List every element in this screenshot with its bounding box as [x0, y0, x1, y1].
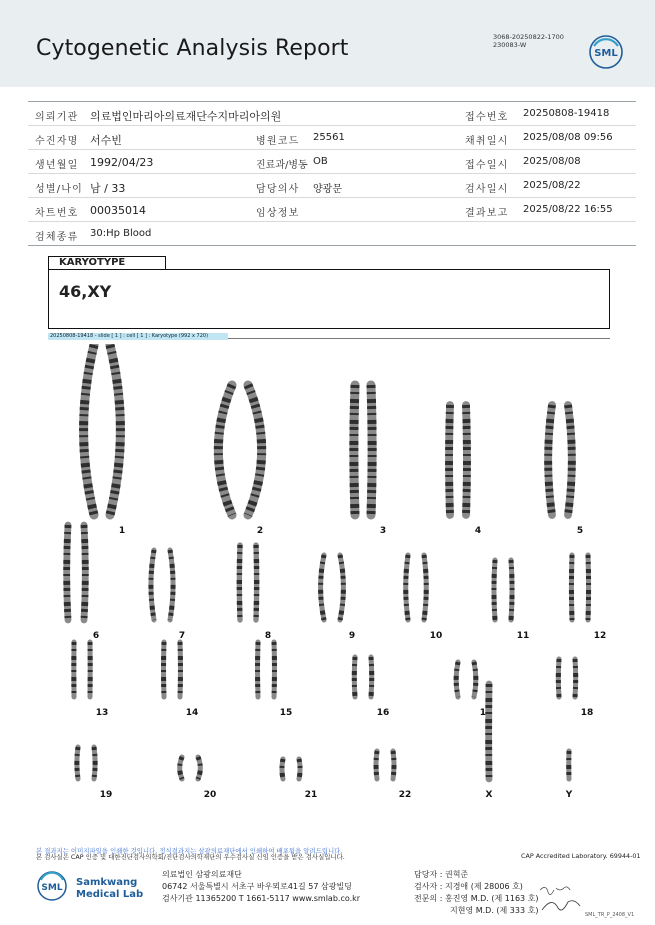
chromosome-pair-13	[74, 642, 90, 697]
sml-logo-icon	[588, 34, 624, 70]
chart-no-value: 00035014	[90, 204, 146, 217]
org-address: 06742 서울특별시 서초구 바우뫼로41길 57 삼광빌딩	[162, 882, 352, 891]
chromosome-pair-19	[77, 747, 95, 779]
sex-age-value: 남 / 33	[90, 182, 126, 195]
signature-icon	[536, 880, 586, 916]
patient-label: 수진자명	[35, 136, 79, 147]
chromosome-pair-4	[449, 405, 467, 515]
chromosome-pair-9	[321, 555, 344, 620]
info-row	[28, 126, 636, 150]
info-row	[28, 102, 636, 126]
collected-value: 2025/08/08 09:56	[523, 132, 613, 143]
chromosome	[340, 555, 343, 620]
samkwang-logo-icon	[36, 868, 166, 908]
chromosome-label-14: 14	[185, 708, 199, 718]
document-id	[493, 34, 564, 49]
samkwang-logo-line2: Medical Lab	[76, 889, 144, 900]
chromosome-label-15: 15	[279, 708, 293, 718]
karyotype-result: 46,XY	[59, 282, 112, 301]
chromosome-label-1: 1	[118, 526, 126, 536]
received-value: 2025/08/08	[523, 156, 581, 167]
chromosome-label-13: 13	[95, 708, 109, 718]
karyotype-result-box	[48, 269, 610, 329]
chromosome-label-21: 21	[304, 790, 318, 800]
chromosome-label-18: 18	[580, 708, 594, 718]
chromosome-label-7: 7	[178, 631, 186, 641]
chromosome-pair-1	[84, 345, 121, 515]
chromosome-pair-22	[376, 751, 394, 779]
chromosome-pair-11	[494, 560, 512, 620]
received-label: 접수일시	[465, 160, 509, 171]
document-id-line1: 3068-20250822-1700	[493, 33, 564, 41]
chromosome-label-9: 9	[348, 631, 356, 641]
patient-info-table	[28, 101, 636, 246]
chromosome-label-20: 20	[203, 790, 217, 800]
chromosome-label-10: 10	[429, 631, 443, 641]
chromosome-pair-15	[258, 642, 275, 697]
dept-value: OB	[313, 156, 328, 167]
report-title: Cytogenetic Analysis Report	[36, 36, 349, 61]
requester-label: 의뢰기관	[35, 112, 79, 123]
chromosome-pair-14	[164, 642, 181, 697]
chromosome-label-12: 12	[593, 631, 607, 641]
sml-logo-text: SML	[594, 48, 618, 59]
chromosome-pair-21	[282, 759, 300, 779]
receipt-no-value: 20250808-19418	[523, 108, 610, 119]
caption-divider	[228, 338, 610, 339]
collected-label: 채취일시	[465, 136, 509, 147]
chromosome	[180, 757, 182, 779]
staff-info	[414, 869, 539, 917]
info-row	[28, 222, 636, 246]
chromosome-pair-12	[571, 555, 588, 620]
tested-label: 검사일시	[465, 184, 509, 195]
chromosome-label-6: 6	[92, 631, 100, 641]
chromosome-pair-6	[67, 525, 86, 620]
chromosome-label-11: 11	[516, 631, 530, 641]
reported-value: 2025/08/22 16:55	[523, 204, 613, 215]
karyogram-svg	[40, 344, 620, 814]
samkwang-logo-line1: Samkwang	[76, 877, 138, 888]
dob-label: 생년월일	[35, 160, 79, 171]
chromosome-label-Y: Y	[565, 790, 573, 800]
accreditation-notice: 본 검사실은 CAP 인증 및 대한진단검사의학회/진단검사의학재단의 우수검사실 신임 인증을 받은 검사실입니다.	[36, 853, 345, 861]
info-row	[28, 150, 636, 174]
chromosome-pair-3	[354, 385, 372, 515]
samkwang-logo-mark: SML	[41, 883, 63, 893]
image-notice: 본 결과지는 이미지파일을 인쇄한 것입니다. 정식결과지는 삼광의료재단에서 인쇄하여 배포됨을 알려드립니다.	[36, 847, 343, 855]
chromosome	[571, 555, 572, 620]
specimen-value: 30:Hp Blood	[90, 228, 152, 239]
chromosome-label-4: 4	[474, 526, 482, 536]
chromosome	[371, 657, 372, 697]
chromosome	[354, 657, 355, 697]
chromosome-label-17: 17	[479, 708, 493, 718]
staff-tester: 검사자 : 지경애 (제 28006 호)	[414, 882, 523, 891]
hospital-code-label: 병원코드	[256, 136, 300, 147]
karyotype-tab: KARYOTYPE	[48, 256, 166, 269]
info-row	[28, 174, 636, 198]
form-code: SML_TR_P_2408_V1	[585, 912, 635, 918]
staff-manager: 담당자 : 권혁준	[414, 870, 469, 879]
document-id-line2: 230083-W	[493, 40, 527, 49]
chromosome-pair-18	[558, 659, 575, 697]
chromosome-label-19: 19	[99, 790, 113, 800]
sex-age-label: 성별/나이	[35, 184, 84, 195]
doctor-value: 양광문	[313, 184, 342, 195]
chart-no-label: 차트번호	[35, 208, 79, 219]
chromosome-label-16: 16	[376, 708, 390, 718]
chromosome-pair-10	[406, 555, 427, 620]
info-row	[28, 198, 636, 222]
cap-accreditation: CAP Accredited Laboratory. 69944-01	[521, 852, 641, 860]
staff-specialist: 전문의 : 홍진영 M.D. (제 1163 호)	[414, 894, 539, 903]
doctor-label: 담당의사	[256, 184, 300, 195]
chromosome-label-22: 22	[398, 790, 412, 800]
hospital-code-value: 25561	[313, 132, 345, 143]
karyotype-image-caption: 20250808-19418 - slide [ 1 ] : cell [ 1 ] : Karyotype (992 x 720)	[48, 333, 228, 340]
chromosome-label-8: 8	[264, 631, 272, 641]
karyogram-image	[40, 344, 620, 814]
chromosome-pair-16	[354, 657, 371, 697]
org-contact: 검사기관 11365200 T 1661-5117 www.smlab.co.kr	[162, 894, 361, 903]
chromosome-label-2: 2	[256, 526, 264, 536]
reported-label: 결과보고	[465, 208, 509, 219]
chromosome	[406, 555, 408, 620]
chromosome-pair-7	[151, 550, 173, 620]
organization-info	[162, 869, 360, 905]
chromosome	[321, 555, 324, 620]
chromosome-label-3: 3	[379, 526, 387, 536]
chromosome-label-5: 5	[576, 526, 584, 536]
chromosome	[558, 659, 559, 697]
chromosome-pair-2	[218, 385, 261, 515]
chromosome-pair-8	[239, 545, 256, 620]
receipt-no-label: 접수번호	[465, 112, 509, 123]
specimen-label: 검체종류	[35, 232, 79, 243]
org-name: 의료법인 삼광의료재단	[162, 870, 242, 879]
chromosome	[424, 555, 426, 620]
tested-value: 2025/08/22	[523, 180, 581, 191]
requester-value: 의료법인마리아의료재단수지마리아의원	[90, 110, 282, 123]
chromosome	[588, 555, 589, 620]
report-header	[0, 0, 655, 87]
chromosome	[575, 659, 576, 697]
dept-label: 진료과/병동	[256, 160, 308, 171]
staff-specialist2: 지현영 M.D. (제 333 호)	[450, 906, 539, 915]
chromosome-label-X: X	[485, 790, 493, 800]
chromosome-pair-17	[456, 662, 476, 697]
clinical-label: 임상정보	[256, 208, 300, 219]
dob-value: 1992/04/23	[90, 156, 154, 169]
chromosome	[198, 757, 200, 779]
chromosome-pair-20	[180, 757, 201, 779]
patient-value: 서수빈	[90, 134, 122, 147]
chromosome-pair-5	[548, 405, 572, 515]
